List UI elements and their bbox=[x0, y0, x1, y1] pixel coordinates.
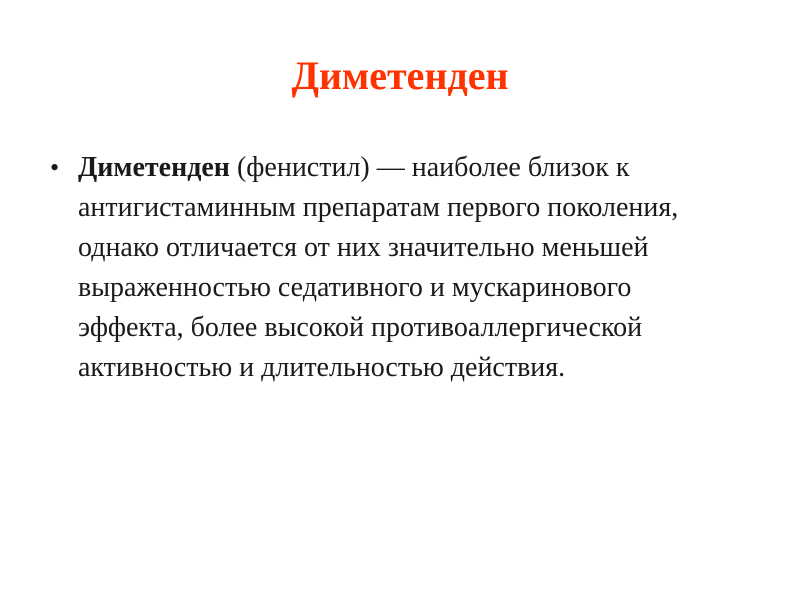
bullet-text: (фенистил) — наиболее близок к антигистаминным препаратам первого поколения, однако отличается от них значительно меньшей выраженностью седативного и мускаринового эффекта, более высокой противоаллергической активностью и длительностью действия. bbox=[78, 152, 679, 383]
bullet-item bbox=[50, 148, 720, 388]
bullet-term: Диметенден bbox=[78, 152, 230, 183]
slide-title: Диметенден bbox=[291, 53, 509, 98]
bullet-list bbox=[50, 148, 720, 388]
bullet-dot-icon: • bbox=[50, 153, 60, 182]
